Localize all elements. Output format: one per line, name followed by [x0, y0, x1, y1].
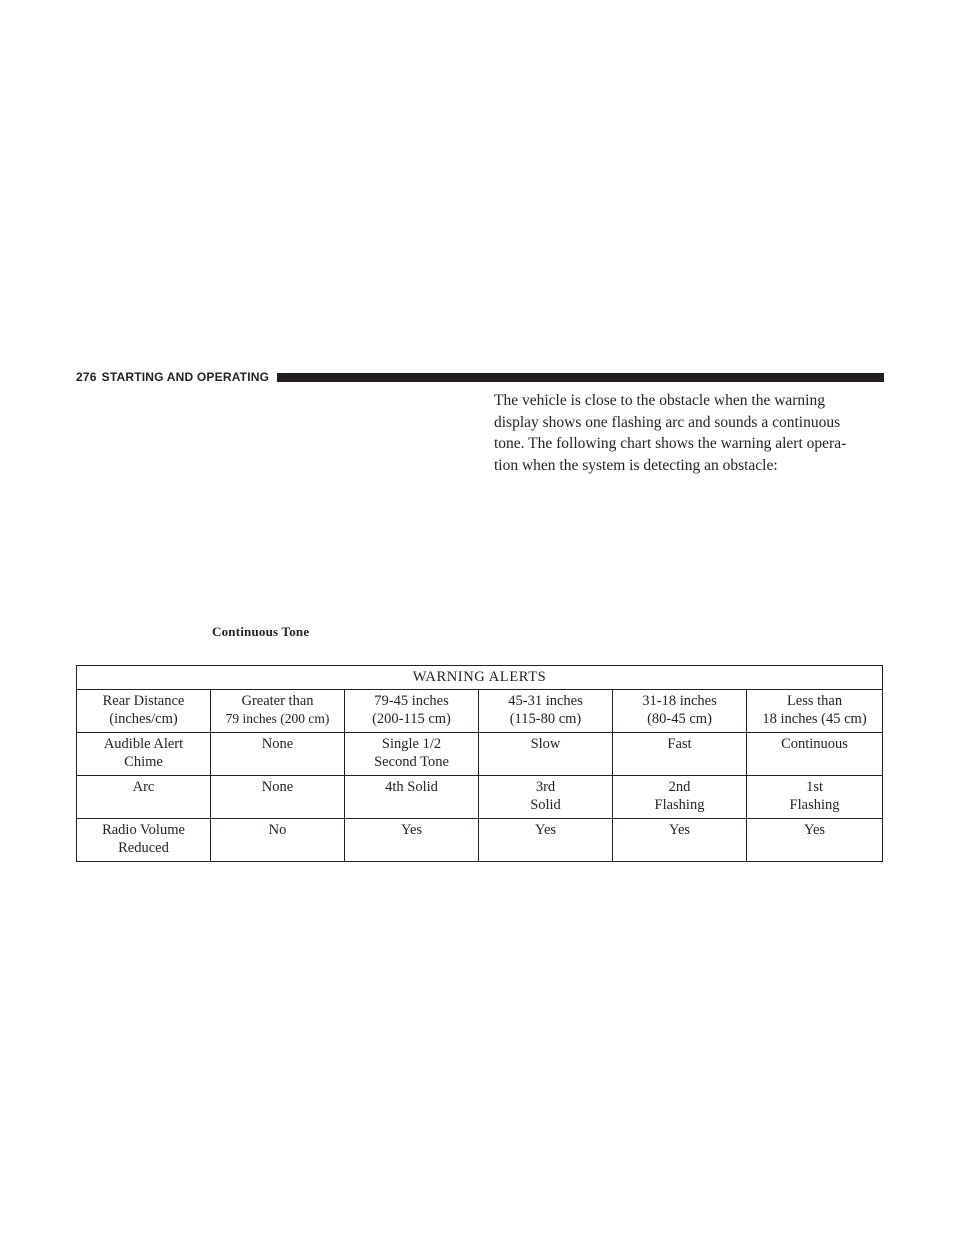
- table-cell: Less than 18 inches (45 cm): [747, 690, 883, 733]
- row-label-radio-volume: Radio Volume Reduced: [77, 819, 211, 862]
- table-cell: Continuous: [747, 733, 883, 776]
- page-header: [76, 369, 884, 385]
- table-title: WARNING ALERTS: [77, 666, 883, 690]
- table-cell: Greater than 79 inches (200 cm): [211, 690, 345, 733]
- table-cell: 45-31 inches (115-80 cm): [479, 690, 613, 733]
- table-cell: 3rd Solid: [479, 776, 613, 819]
- row-label-audible-alert: Audible Alert Chime: [77, 733, 211, 776]
- table-cell: 1st Flashing: [747, 776, 883, 819]
- table-cell: 31-18 inches (80-45 cm): [613, 690, 747, 733]
- table-cell: None: [211, 733, 345, 776]
- table-cell: 2nd Flashing: [613, 776, 747, 819]
- table-row: [77, 733, 883, 776]
- table-cell: Yes: [613, 819, 747, 862]
- body-line: display shows one flashing arc and sounds a continuous: [494, 413, 841, 431]
- table-cell: 4th Solid: [345, 776, 479, 819]
- body-line: The vehicle is close to the obstacle when the warning: [494, 392, 825, 409]
- row-label-arc: Arc: [77, 776, 211, 819]
- table-title-row: [77, 666, 883, 690]
- table-cell: Fast: [613, 733, 747, 776]
- table-cell: Single 1/2 Second Tone: [345, 733, 479, 776]
- table-row: [77, 776, 883, 819]
- table-cell: No: [211, 819, 345, 862]
- body-paragraph: [494, 390, 882, 476]
- section-title: STARTING AND OPERATING: [101, 370, 270, 384]
- warning-alerts-table: [76, 665, 883, 862]
- table-cell: Yes: [345, 819, 479, 862]
- table-cell: 79-45 inches (200-115 cm): [345, 690, 479, 733]
- body-line: tion when the system is detecting an obstacle:: [494, 456, 778, 474]
- table-row: [77, 690, 883, 733]
- header-rule: [277, 373, 884, 382]
- table-cell: Slow: [479, 733, 613, 776]
- table-row: [77, 819, 883, 862]
- body-line: tone. The following chart shows the warning alert opera-: [494, 435, 847, 452]
- table-cell: Yes: [747, 819, 883, 862]
- page-number: 276: [76, 370, 97, 384]
- table-cell: Yes: [479, 819, 613, 862]
- row-label-rear-distance: Rear Distance (inches/cm): [77, 690, 211, 733]
- table-cell: None: [211, 776, 345, 819]
- figure-caption: Continuous Tone: [212, 624, 310, 639]
